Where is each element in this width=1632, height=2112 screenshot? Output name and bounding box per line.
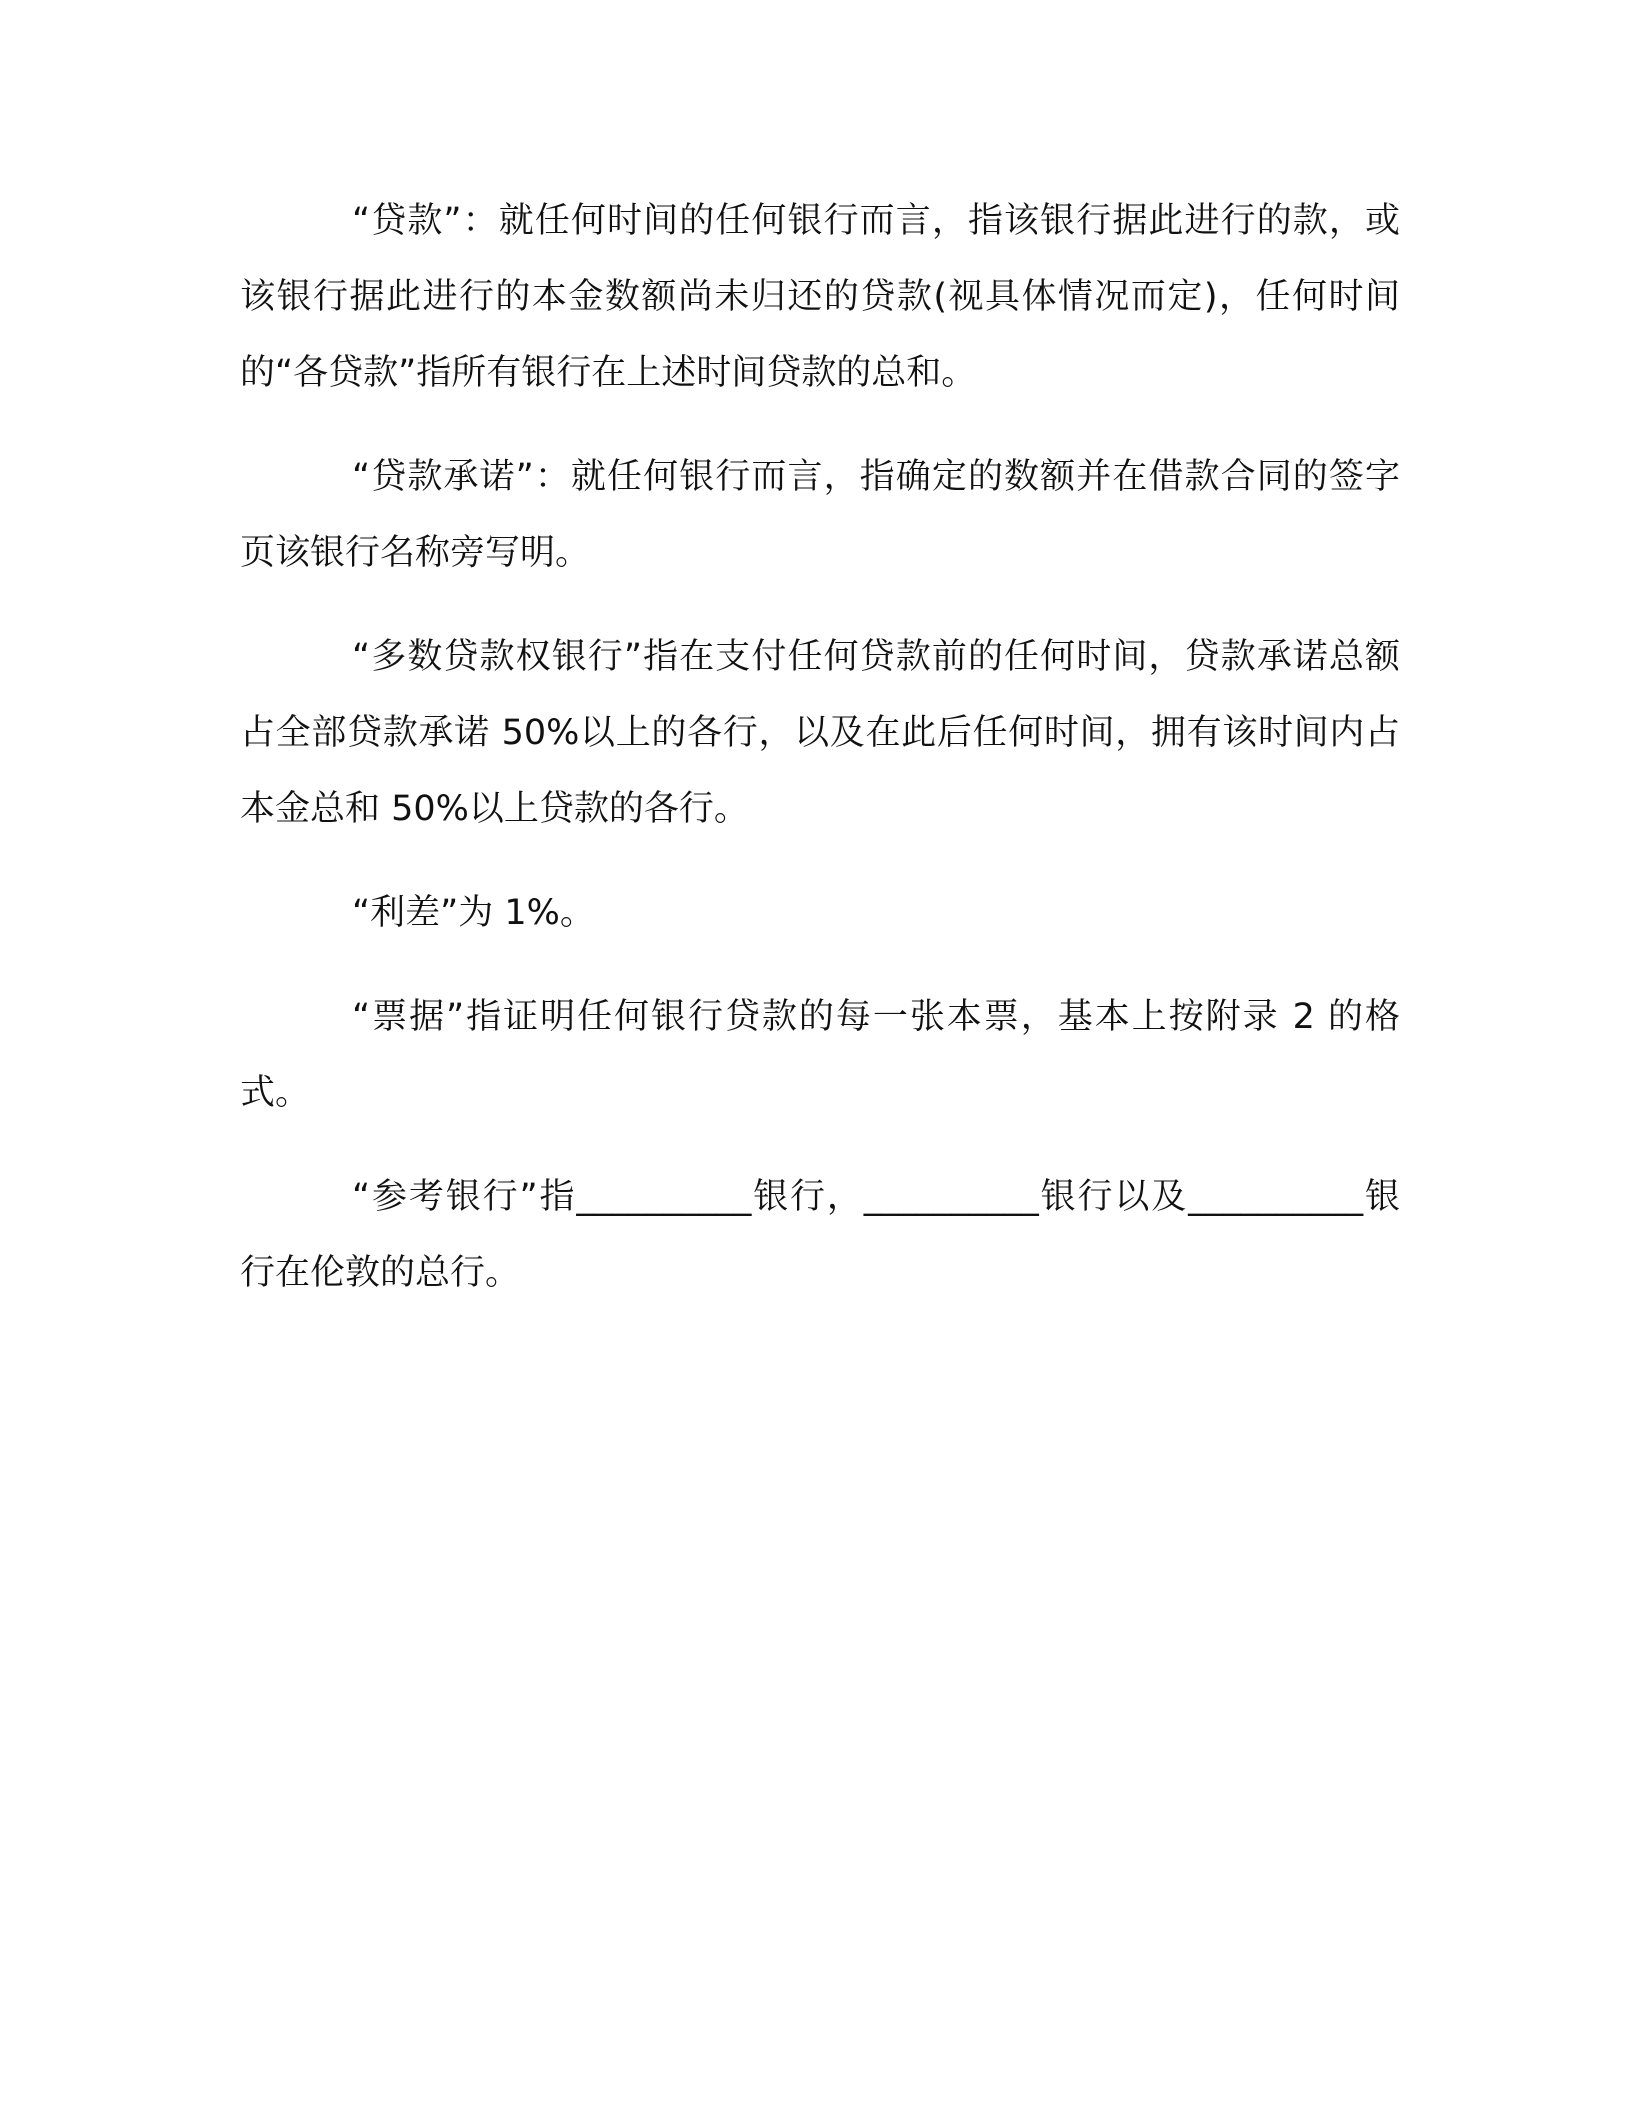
definition-note: “票据”指证明任何银行贷款的每一张本票，基本上按附录 2 的格式。	[240, 997, 1400, 1113]
definition-majority-banks: “多数贷款权银行”指在支付任何贷款前的任何时间，贷款承诺总额占全部贷款承诺 50%以上的各行，以及在此后任何时间，拥有该时间内占本金总和 50%以上贷款的各行。	[240, 637, 1400, 829]
definition-margin: “利差”为 1%。	[352, 893, 595, 933]
definition-loan-commitment: “贷款承诺”：就任何银行而言，指确定的数额并在借款合同的签字页该银行名称旁写明。	[240, 457, 1400, 573]
definition-reference-banks: “参考银行”指__________银行，__________银行以及__________银行在伦敦的总行。	[240, 1177, 1400, 1293]
definition-loan: “贷款”：就任何时间的任何银行而言，指该银行据此进行的款，或该银行据此进行的本金数额尚未归还的贷款(视具体情况而定)，任何时间的“各贷款”指所有银行在上述时间贷款的总和。	[240, 201, 1400, 393]
document-body	[240, 183, 1400, 1339]
